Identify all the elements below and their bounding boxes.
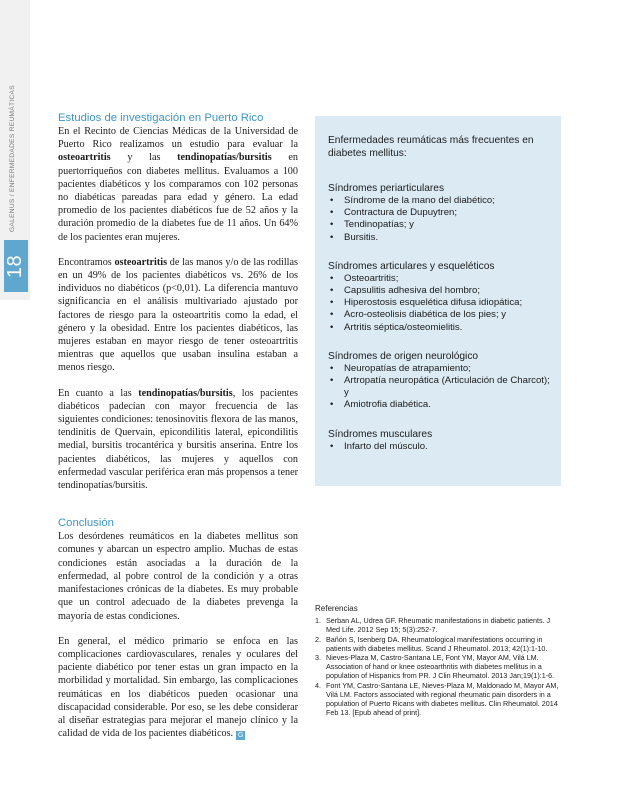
box-list-item: • Acro-osteolisis diabética de los pies; y — [328, 309, 551, 321]
box-list-item: • Capsulitis adhesiva del hombro; — [328, 285, 551, 297]
sidebar-box — [315, 116, 561, 486]
main-column — [58, 111, 298, 740]
text-run: Encontramos — [58, 256, 115, 268]
text-run: y las — [110, 152, 178, 164]
references-title: Referencias — [315, 604, 358, 613]
box-list-item: • Síndrome de la mano del diabético; — [328, 195, 551, 207]
running-header: GALENUS / ENFERMEDADES REUMÁTICAS — [9, 85, 16, 232]
end-mark-icon: G — [237, 732, 244, 740]
reference-item — [315, 681, 565, 718]
text-run: en puertorriqueños con diabetes mellitus. Evaluamos a 100 pacientes diabéticos y los comparamos con 102 personas no diabéticas pareadas para edad y género. La edad promedio de los pacientes diabéticos fue de 52 años y la duración promedio de la diabetes fue de 11 años. Un 64% de los pacientes eran mujeres. — [58, 152, 298, 243]
section-gap — [58, 504, 298, 516]
box-list-item: • Neuropatías de atrapamiento; — [328, 363, 551, 375]
paragraph-osteoarthritis-results — [58, 256, 298, 375]
reference-number: 4. — [315, 680, 321, 690]
references — [315, 604, 565, 717]
reference-text: Font YM, Castro-Santana LE, Nieves-Plaza M, Maldonado M, Mayor AM, Vilá LM. Factors associated with regional rheumatic pain disorders in a population of Puerto Ricans with diabetes mellitus. Clin Rheumatol. 2014 Feb 13. [Epub ahead of print]. — [326, 680, 559, 718]
box-list-item: • Contractura de Dupuytren; — [328, 207, 551, 219]
box-list-item: • Amiotrofia diabética. — [328, 399, 551, 411]
bold-term: tendinopatías/bursitis — [138, 387, 233, 399]
section-title-conclusion: Conclusión — [58, 517, 114, 530]
text-run: En cuanto a las — [58, 387, 139, 399]
box-list-item: • Hiperostosis esquelética difusa idiopática; — [328, 297, 551, 309]
text-run: En general, el médico primario se enfoca en las complicaciones cardiovasculares, renales y oculares del paciente diabético por tener estas un gran impacto en la morbilidad y mortalidad. Sin embargo, las complicaciones reumáticas en los diabéticos pueden ocasionar una discapacidad considerable. Por eso, se les debe considerar al diseñar estrategias para mejorar el manejo clínico y la calidad de vida de los pacientes diabéticos. — [58, 635, 298, 740]
reference-number: 2. — [315, 634, 321, 644]
bold-term: tendinopatías/bursitis — [177, 152, 272, 164]
box-group-list — [328, 441, 551, 453]
reference-text: Bañón S, Isenberg DA. Rheumatological manifestations occurring in patients with diabetes mellitus. Scand J Rheumatol. 2013; 42(1):1-10. — [326, 634, 548, 653]
page-number: 18 — [4, 254, 27, 278]
reference-item — [315, 616, 565, 634]
reference-number: 1. — [315, 616, 321, 626]
text-run: de las manos y/o de las rodillas en un 49% de los pacientes diabéticos vs. 26% de los individuos no diabéticos (p<0,01). La diferencia mantuvo significancia en el análisis multivariado ajustado por factores de riesgo para la osteoartritis como la edad, el género y la obesidad. Entre los pacientes diabéticos, las mujeres estaban en mayor riesgo de tener osteoartritis mientras que aquellos que usaban insulina estaban a menos riesgo. — [58, 256, 298, 374]
box-group-heading: Síndromes periarticulares — [328, 183, 445, 194]
box-list-item: • Osteoartritis; — [328, 273, 551, 285]
bold-term: osteoartritis — [58, 152, 111, 164]
reference-item — [315, 635, 565, 653]
box-list-item: • Infarto del músculo. — [328, 441, 551, 453]
paragraph-study-intro — [58, 125, 298, 244]
box-list-item: • Tendinopatías; y — [328, 219, 551, 231]
reference-text: Nieves-Plaza M, Castro-Santana LE, Font YM, Mayor AM, Vilá LM. Association of hand or knee osteoarthritis with diabetes mellitus in a population of Hispanics from PR. J Clin Rheumatol. 2013 Jan;19(1):1-6. — [326, 653, 555, 681]
box-list-item: • Artritis séptica/osteomielitis. — [328, 322, 551, 334]
reference-number: 3. — [315, 653, 321, 663]
section-title-research: Estudios de investigación en Puerto Rico — [58, 112, 264, 124]
box-title: Enfermedades reumáticas más frecuentes en diabetes mellitus: — [328, 135, 534, 159]
box-list-item: • Bursitis. — [328, 232, 551, 244]
text-run: , los pacientes diabéticos padecían con mayor frecuencia de las siguientes condiciones: tenosinovitis flexora de las manos, tendinitis de Quervain, epicondilitis lateral, epicondilitis medial, bursitis trocantérica y bursitis anserina. Entre los pacientes diabéticos, las mujeres y aquellos con enfermedad vascular periférica eran más propensos a tener tendinopatías/bursitis. — [58, 387, 299, 492]
page-number-wrap — [4, 240, 28, 292]
references-list — [315, 616, 565, 717]
reference-item — [315, 653, 565, 681]
box-group-heading: Síndromes musculares — [328, 428, 433, 440]
paragraph-conclusion: Los desórdenes reumáticos en la diabetes mellitus son comunes y abarcan un espectro amplio. Muchas de estas condiciones están asociadas a la duración de la enfermedad, al pobre control de la condición y a otras manifestaciones crónicas de la diabetes. Es muy probable que un control adecuado de la diabetes prevenga la mayoría de estas condiciones. — [58, 531, 298, 622]
box-group-list — [328, 363, 551, 412]
text-run: En el Recinto de Ciencias Médicas de la Universidad de Puerto Rico realizamos un estudio para evaluar la — [58, 126, 298, 151]
box-group-list — [328, 273, 551, 334]
box-list-item: • Artropatía neuropática (Articulación de Charcot); y — [328, 375, 551, 399]
box-group-heading: Síndromes de origen neurológico — [328, 350, 479, 362]
box-group-heading: Síndromes articulares y esqueléticos — [328, 260, 495, 272]
paragraph-final — [58, 635, 298, 741]
paragraph-tendinopathy-results — [58, 387, 298, 493]
bold-term: osteoartritis — [114, 256, 168, 268]
box-group-list — [328, 195, 551, 244]
reference-text: Serban AL, Udrea GF. Rheumatic manifestations in diabetic patients. J Med Life. 2012 Sep 15; 5(3):252-7. — [326, 616, 551, 635]
